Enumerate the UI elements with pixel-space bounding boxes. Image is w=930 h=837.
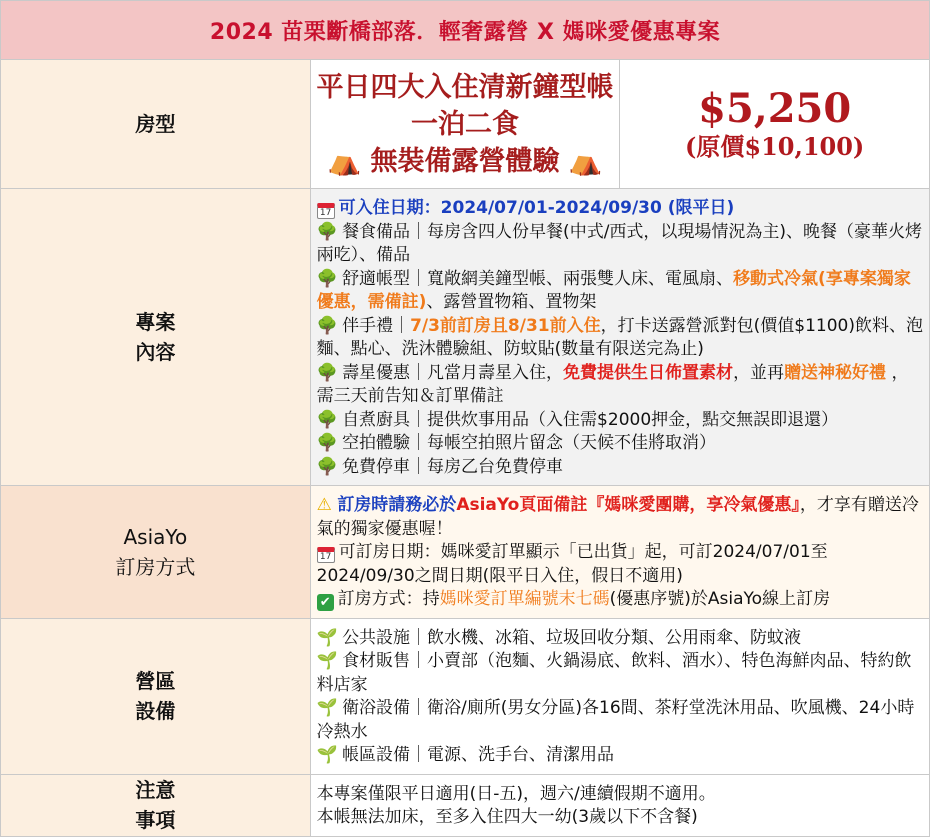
tent-icon: ⛺ [568, 145, 603, 177]
booking-note: ⚠ 訂房時請務必於AsiaYo頁面備註『媽咪愛團購，享冷氣優惠』，才享有贈送冷氣的獨家優惠喔！ [316, 495, 919, 539]
facility-food: 🌱 食材販售｜小賣部（泡麵、火鍋湯底、飲料、酒水）、特色海鮮肉品、特約飲料店家 [316, 651, 912, 695]
booking-details [310, 486, 929, 619]
notes-details [310, 774, 929, 836]
booking-label: AsiaYo 訂房方式 [1, 486, 311, 619]
room-name-line3: 無裝備露營體驗 [370, 145, 560, 177]
sprout-icon: 🌱 [316, 698, 338, 718]
sprout-icon: 🌱 [316, 745, 338, 765]
tree-icon: 🌳 [316, 409, 338, 430]
tree-icon: 🌳 [316, 221, 338, 242]
room-price [620, 60, 930, 189]
booking-method: ✔ 訂房方式：持媽咪愛訂單編號末七碼(優惠序號)於AsiaYo線上訂房 [317, 588, 923, 612]
gift-item: 🌳 伴手禮｜7/3前訂房且8/31前入住，打卡送露營派對包(價值$1100)飲料、泡麵、點心、洗沐體驗組、防蚊貼(數量有限送完為止) [316, 315, 923, 359]
facility-public: 🌱 公共設施｜飲水機、冰箱、垃圾回收分類、公用雨傘、防蚊液 [317, 627, 923, 651]
promo-price: $5,250 [698, 85, 852, 132]
sprout-icon: 🌱 [316, 627, 338, 648]
tent-icon: ⛺ [327, 145, 362, 177]
birthday-item: 🌳 壽星優惠｜凡當月壽星入住，免費提供生日佈置素材，並再贈送神秘好禮 ，需三天前告知＆訂單備註 [316, 362, 909, 406]
tree-icon: 🌳 [316, 433, 338, 453]
content-details [310, 189, 929, 486]
aerial-item: 🌳 空拍體驗｜每帳空拍照片留念（天候不佳將取消） [317, 432, 923, 456]
tent-item: 🌳 舒適帳型｜寬敞網美鐘型帳、兩張雙人床、電風扇、移動式冷氣(享專案獨家優惠，需備註)、露營置物箱、置物架 [316, 268, 911, 312]
tree-icon: 🌳 [316, 456, 338, 477]
booking-dates: 17 可訂房日期：媽咪愛訂單顯示「已出貨」起，可訂2024/07/01至 2024/09/30之間日期(限平日入住，假日不適用) [316, 542, 828, 586]
room-type-label: 房型 [1, 60, 311, 189]
check-icon: ✔ [317, 594, 334, 611]
sprout-icon: 🌱 [316, 651, 338, 671]
stay-dates: 17 可入住日期：2024/07/01-2024/09/30 (限平日) [317, 197, 923, 221]
kitchen-item: 🌳 自煮廚具｜提供炊事用品（入住需$2000押金，點交無誤即退還） [317, 409, 923, 433]
tree-icon: 🌳 [316, 268, 338, 289]
calendar-icon: 17 [317, 547, 335, 563]
tree-icon: 🌳 [316, 315, 338, 336]
facilities-label: 營區 設備 [1, 618, 311, 774]
original-price: (原價$10,100) [685, 132, 865, 161]
room-name-line2: 一泊二食 [410, 108, 519, 140]
tree-icon: 🌳 [316, 362, 338, 383]
facility-bath: 🌱 衛浴設備｜衛浴/廁所(男女分區)各16間、茶籽堂洗沐用品、吹風機、24小時冷熱水 [316, 698, 915, 742]
parking-item: 🌳 免費停車｜每房乙台免費停車 [317, 456, 923, 480]
promo-title: 2024 苗栗斷橋部落．輕奢露營 X 媽咪愛優惠專案 [1, 1, 930, 60]
content-label: 專案 內容 [1, 189, 311, 486]
warning-icon: ⚠ [316, 495, 332, 515]
facilities-details [310, 618, 929, 774]
facility-tent: 🌱 帳區設備｜電源、洗手台、清潔用品 [317, 744, 923, 768]
meals-item: 🌳 餐食備品｜每房含四人份早餐(中式/西式，以現場情況為主)、晚餐（豪華火烤兩吃）、備品 [316, 221, 923, 265]
calendar-icon: 17 [317, 203, 335, 219]
room-name [310, 60, 620, 189]
note-line2: 本帳無法加床，至多入住四大一幼(3歲以下不含餐) [316, 807, 698, 827]
note-line1: 本專案僅限平日適用(日-五)，週六/連續假期不適用。 [316, 783, 716, 804]
room-name-line1: 平日四大入住清新鐘型帳 [316, 71, 614, 103]
notes-label: 注意 事項 [1, 774, 311, 836]
